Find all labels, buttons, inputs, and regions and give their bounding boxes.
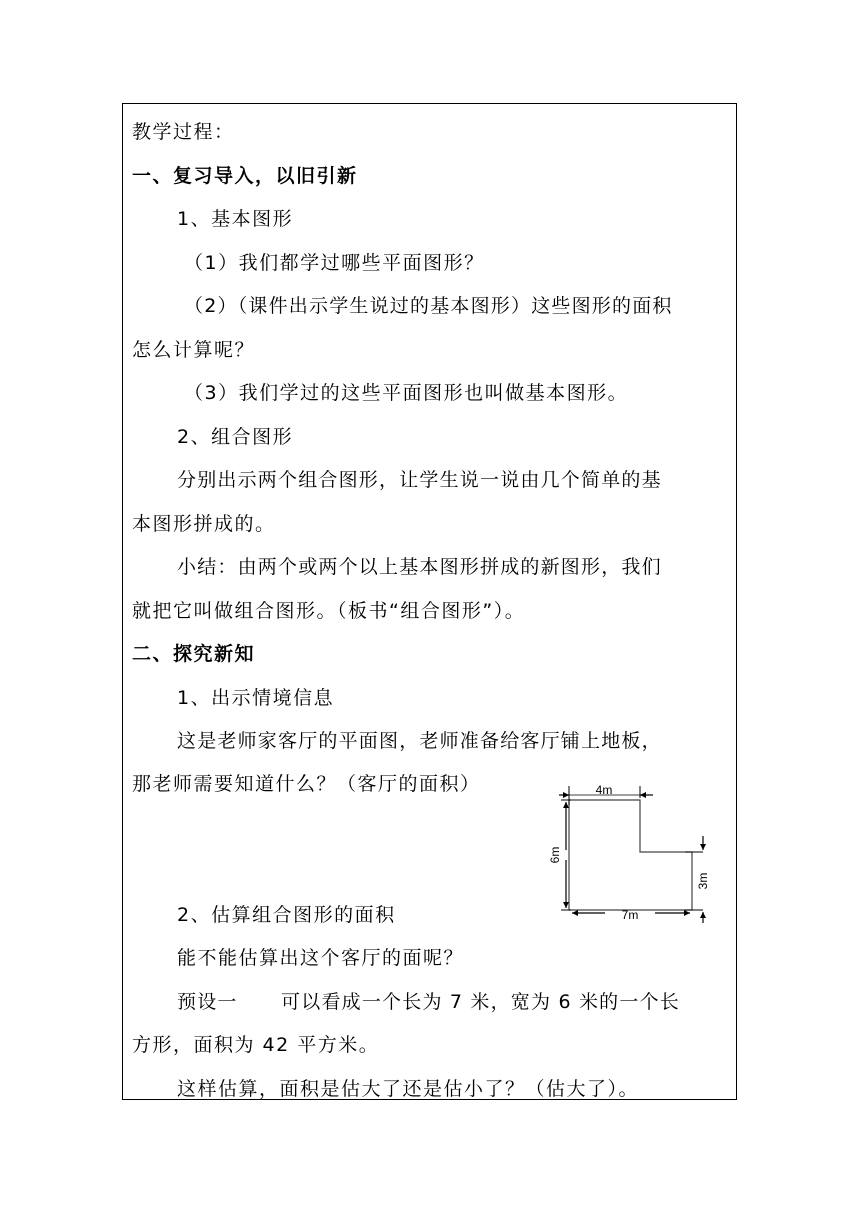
subheading-situation: 1、出示情境信息 [177, 687, 335, 709]
paragraph-line: 能不能估算出这个客厅的面呢？ [177, 947, 465, 969]
paragraph-line: 就把它叫做组合图形。（板书“组合图形”）。 [132, 600, 526, 622]
floor-plan-outline [569, 800, 692, 910]
paragraph-line: 本图形拼成的。 [132, 513, 276, 535]
paragraph-line: （1）我们都学过哪些平面图形？ [184, 252, 485, 274]
paragraph-line: （3）我们学过的这些平面图形也叫做基本图形。 [184, 382, 629, 404]
paragraph-line: 分别出示两个组合图形，让学生说一说由几个简单的基 [177, 469, 662, 491]
subheading-combined-shapes: 2、组合图形 [177, 426, 294, 448]
paragraph-line: 那老师需要知道什么？（客厅的面积） [132, 773, 481, 795]
dimension-label-bottom: 7m [621, 908, 639, 922]
paragraph-line: 方形，面积为 42 平方米。 [132, 1034, 380, 1056]
paragraph-line: 预设一 可以看成一个长为 7 米，宽为 6 米的一个长 [177, 991, 680, 1013]
paragraph-line: 怎么计算呢？ [132, 339, 256, 361]
paragraph-line: 小结：由两个或两个以上基本图形拼成的新图形，我们 [177, 556, 662, 578]
section-heading-explore: 二、探究新知 [132, 643, 256, 665]
section-heading-review: 一、复习导入，以旧引新 [132, 165, 358, 187]
paragraph-line: （2）（课件出示学生说过的基本图形）这些图形的面积 [184, 295, 673, 317]
dimension-label-top: 4m [595, 783, 613, 797]
section-heading-process: 教学过程： [132, 121, 235, 143]
subheading-estimate: 2、估算组合图形的面积 [177, 904, 396, 926]
dimension-label-right: 3m [696, 872, 710, 890]
paragraph-line: 这样估算，面积是估大了还是估小了？（估大了）。 [177, 1078, 640, 1100]
living-room-floor-plan [545, 778, 720, 923]
dimension-label-left: 6m [548, 846, 562, 864]
subheading-basic-shapes: 1、基本图形 [177, 208, 294, 230]
paragraph-line: 这是老师家客厅的平面图，老师准备给客厅铺上地板， [177, 730, 662, 752]
